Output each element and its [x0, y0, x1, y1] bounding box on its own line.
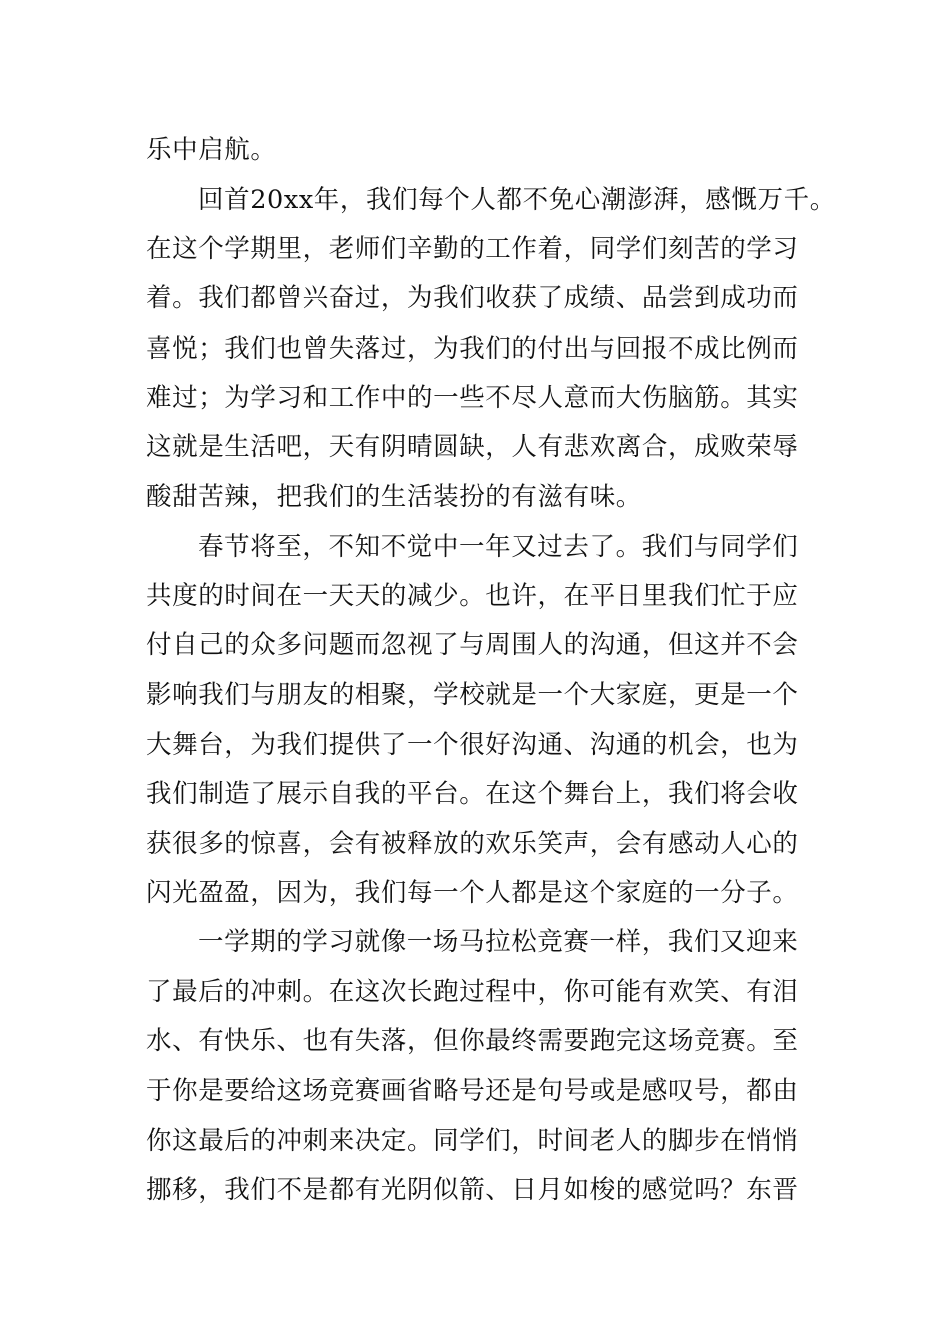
- text-line: 付自己的众多问题而忽视了与周围人的沟通，但这并不会: [146, 630, 799, 660]
- text-line: 闪光盈盈，因为，我们每一个人都是这个家庭的一分子。: [146, 878, 799, 908]
- paragraph-start-line: 一学期的学习就像一场马拉松竞赛一样，我们又迎来: [198, 927, 799, 957]
- text-line: 共度的时间在一天天的减少。也许，在平日里我们忙于应: [146, 581, 799, 611]
- text-line: 了最后的冲刺。在这次长跑过程中，你可能有欢笑、有泪: [146, 977, 799, 1007]
- text-line: 挪移，我们不是都有光阴似箭、日月如梭的感觉吗？东晋: [146, 1175, 799, 1205]
- text-line: 影响我们与朋友的相聚，学校就是一个大家庭，更是一个: [146, 680, 799, 710]
- text-line: 你这最后的冲刺来决定。同学们，时间老人的脚步在悄悄: [146, 1126, 799, 1156]
- text-line: 难过；为学习和工作中的一些不尽人意而大伤脑筋。其实: [146, 383, 799, 413]
- text-line: 获很多的惊喜，会有被释放的欢乐笑声，会有感动人心的: [146, 829, 799, 859]
- paragraph-start-line: 春节将至，不知不觉中一年又过去了。我们与同学们: [198, 532, 799, 562]
- text-line: 喜悦；我们也曾失落过，为我们的付出与回报不成比例而: [146, 334, 799, 364]
- text-line: 在这个学期里，老师们辛勤的工作着，同学们刻苦的学习: [146, 234, 799, 264]
- text-line: 酸甜苦辣，把我们的生活装扮的有滋有味。: [146, 482, 642, 512]
- text-line: 大舞台，为我们提供了一个很好沟通、沟通的机会，也为: [146, 730, 799, 760]
- text-line: 我们制造了展示自我的平台。在这个舞台上，我们将会收: [146, 779, 799, 809]
- paragraph-start-line: 回首20xx年，我们每个人都不免心潮澎湃，感慨万千。: [198, 185, 836, 215]
- text-line: 水、有快乐、也有失落，但你最终需要跑完这场竞赛。至: [146, 1026, 799, 1056]
- text-line: 乐中启航。: [146, 135, 277, 165]
- text-line: 于你是要给这场竞赛画省略号还是句号或是感叹号，都由: [146, 1076, 799, 1106]
- text-line: 这就是生活吧，天有阴晴圆缺，人有悲欢离合，成败荣辱: [146, 432, 799, 462]
- text-line: 着。我们都曾兴奋过，为我们收获了成绩、品尝到成功而: [146, 283, 799, 313]
